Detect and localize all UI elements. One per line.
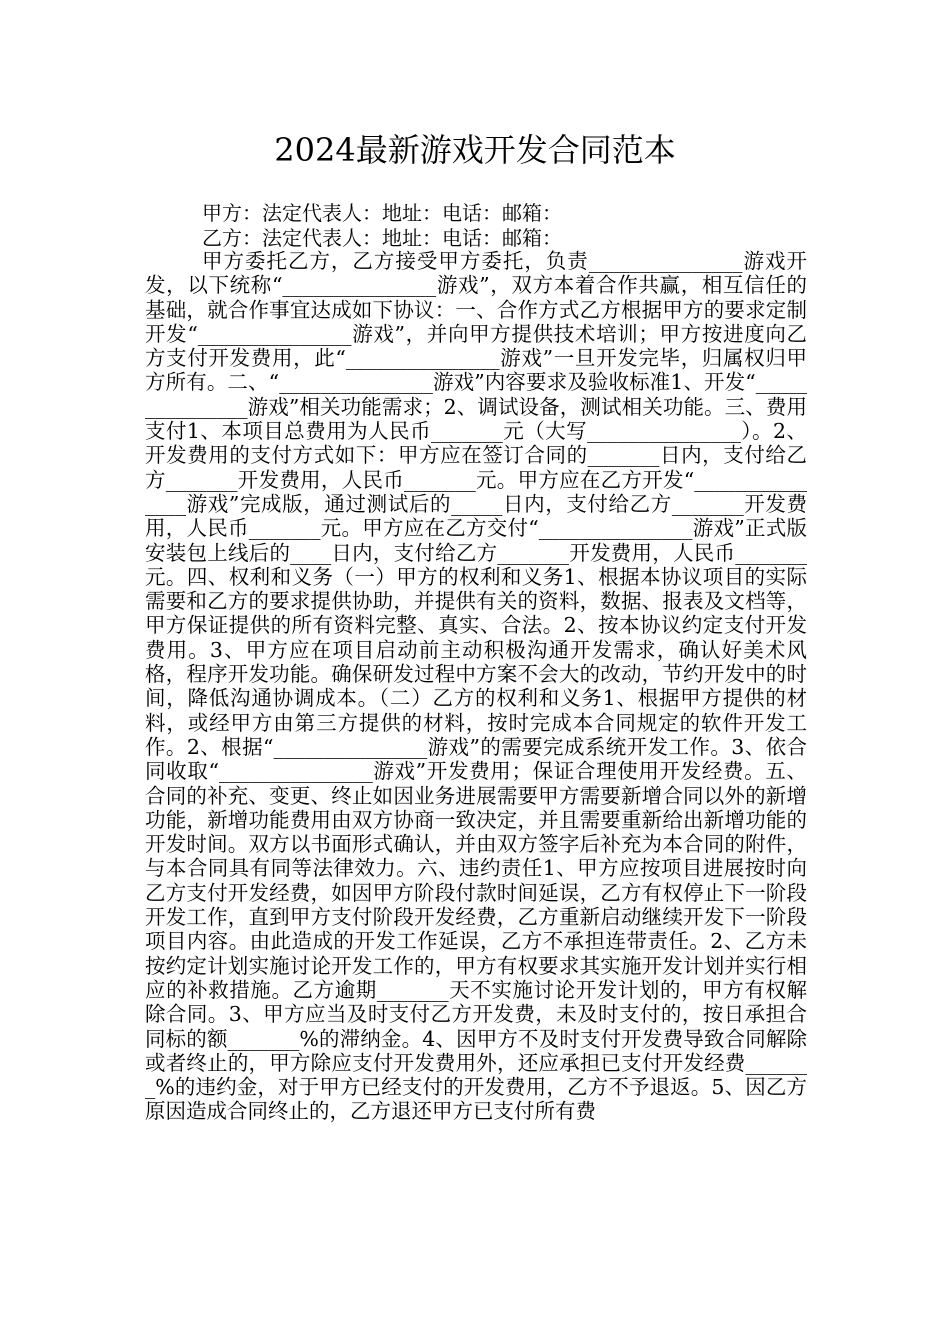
party-a-line: 甲方：法定代表人：地址：电话：邮箱：: [202, 201, 562, 225]
document-title: 2024最新游戏开发合同范本: [274, 131, 676, 169]
contract-body-paragraph: 甲方委托乙方，乙方接受甲方委托，负责_______________游戏开发，以下统称“_______________游戏”，双方本着合作共赢，相互信任的基础，就合作事宜达成如下协议：一、合作方式乙方根据甲方的要求定制开发“_______________游戏”，并向甲方提供技术培训；甲方按进度向乙方支付开发费用，此“_______________游戏”一旦开发完毕，归属权归甲方所有。二、“_______________游戏”内容要求及验收标准1、开发“_______________游戏”相关功能需求；2、调试设备，测试相关功能。三、费用支付1、本项目总费用为人民币_______元（大写_______________）。2、开发费用的支付方式如下：甲方应在签订合同的_______日内，支付给乙方_______开发费用，人民币_______元。甲方应在乙方开发“_______________游戏”完成版，通过测试后的_____日内，支付给乙方_______开发费用，人民币_______元。甲方应在乙方交付“_______________游戏”正式版安装包上线后的____日内，支付给乙方_______开发费用，人民币_______元。四、权利和义务（一）甲方的权利和义务1、根据本协议项目的实际需要和乙方的要求提供协助，并提供有关的资料，数据、报表及文档等，甲方保证提供的所有资料完整、真实、合法。2、按本协议约定支付开发费用。3、甲方应在项目启动前主动积极沟通开发需求，确认好美术风格，程序开发功能。确保研发过程中方案不会大的改动，节约开发中的时间，降低沟通协调成本。（二）乙方的权利和义务1、根据甲方提供的材料，或经甲方由第三方提供的材料，按时完成本合同规定的软件开发工作。2、根据“_______________游戏”的需要完成系统开发工作。3、依合同收取“_______________游戏”开发费用；保证合理使用开发经费。五、合同的补充、变更、终止如因业务进展需要甲方需要新增合同以外的新增功能，新增功能费用由双方协商一致决定，并且需要重新给出新增功能的开发时间。双方以书面形式确认，并由双方签字后补充为本合同的附件，与本合同具有同等法律效力。六、违约责任1、甲方应按项目进展按时向乙方支付开发经费，如因甲方阶段付款时间延误，乙方有权停止下一阶段开发工作，直到甲方支付阶段开发经费，乙方重新启动继续开发下一阶段项目内容。由此造成的开发工作延误，乙方不承担连带责任。2、乙方未按约定计划实施讨论开发工作的，甲方有权要求其实施开发计划并实行相应的补救措施。乙方逾期_______天不实施讨论开发计划的，甲方有权解除合同。3、甲方应当及时支付乙方开发费，未及时支付的，按日承担合同标的额_______%的滞纳金。4、因甲方不及时支付开发费导致合同解除或者终止的，甲方除应支付开发费用外，还应承担已支付开发经费_______%的违约金，对于甲方已经支付的开发费用，乙方不予退返。5、因乙方原因造成合同终止的，乙方退还甲方已支付所有费: [145, 249, 807, 1124]
party-b-line: 乙方：法定代表人：地址：电话：邮箱：: [202, 226, 562, 250]
